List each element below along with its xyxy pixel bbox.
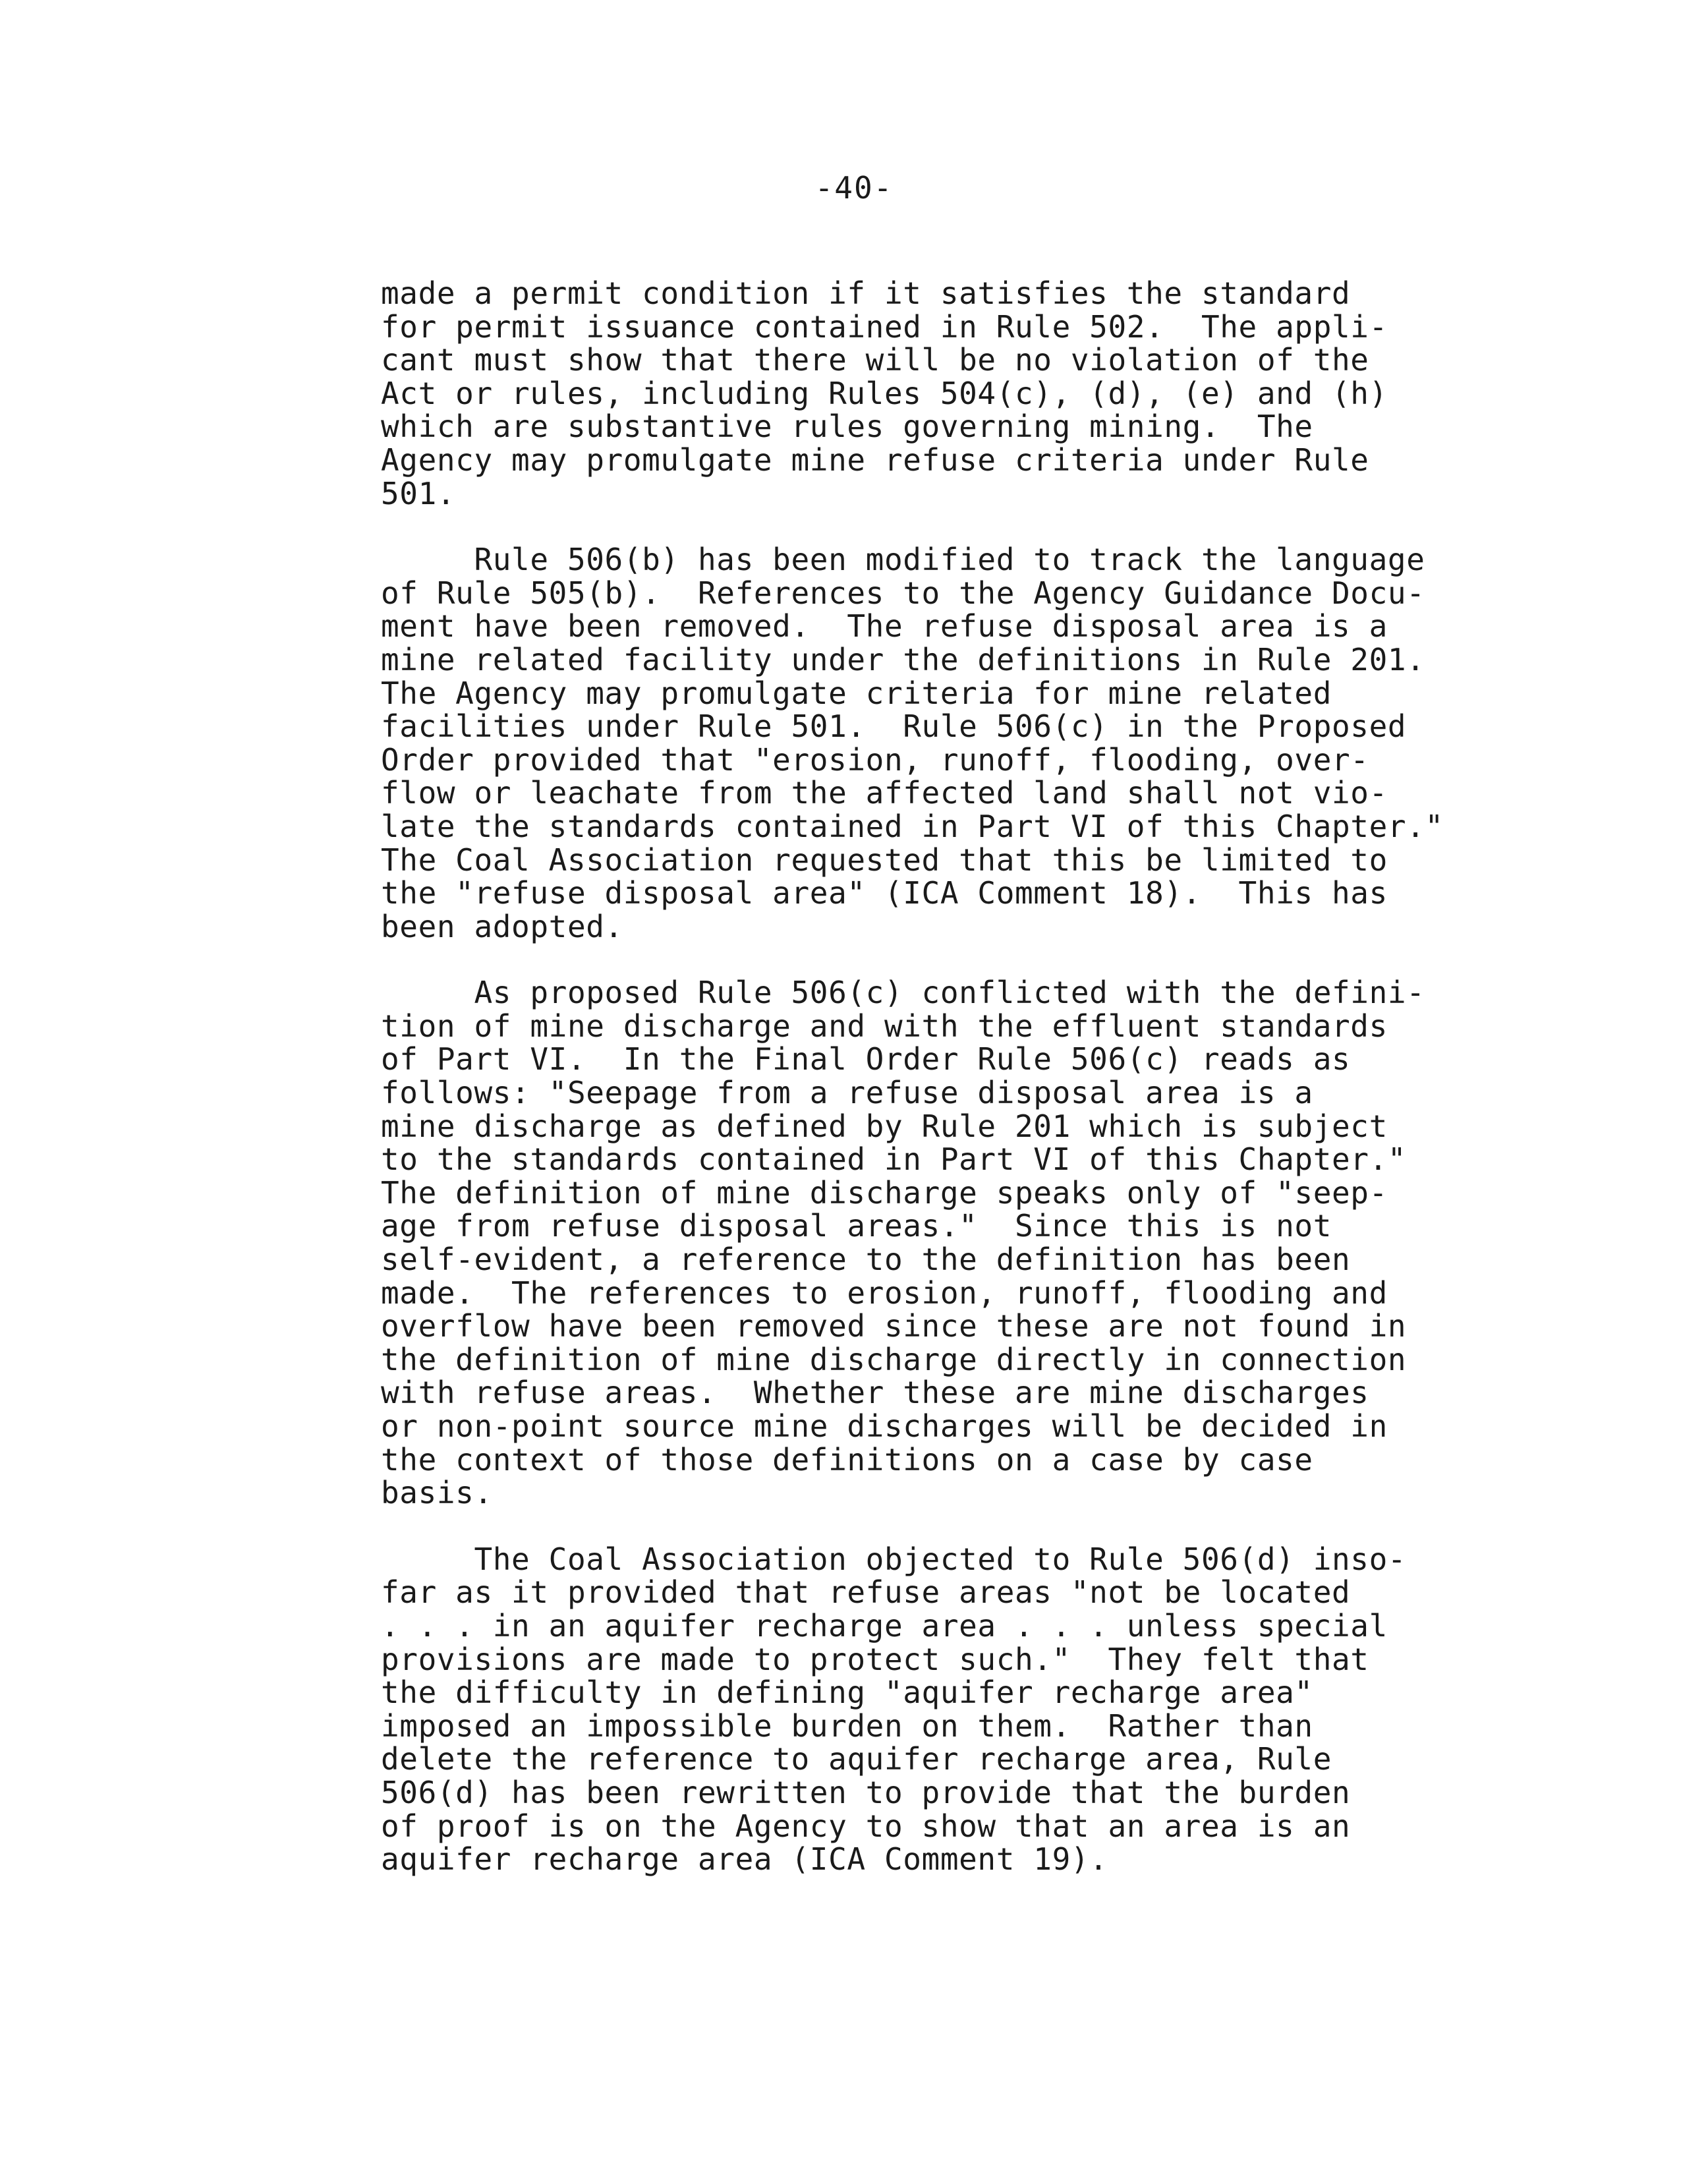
paragraph-2 (381, 543, 1521, 943)
text-line: facilities under Rule 501. Rule 506(c) in the Proposed (381, 708, 1407, 745)
text-line: made a permit condition if it satisfies the standard (381, 275, 1351, 311)
text-line: 506(d) has been rewritten to provide that the burden (381, 1774, 1351, 1810)
paragraph-3 (381, 976, 1521, 1510)
text-line: cant must show that there will be no violation of the (381, 342, 1369, 378)
text-line: flow or leachate from the affected land shall not vio- (381, 775, 1388, 811)
text-line: basis. (381, 1475, 493, 1511)
text-line: imposed an impossible burden on them. Rather than (381, 1708, 1313, 1744)
paragraph-4 (381, 1543, 1521, 1876)
text-line: of Part VI. In the Final Order Rule 506(c) reads as (381, 1041, 1351, 1078)
text-line: Rule 506(b) has been modified to track the language (381, 542, 1425, 578)
text-line: the "refuse disposal area" (ICA Comment 18). This has (381, 875, 1388, 911)
text-line: self-evident, a reference to the definition has been (381, 1242, 1351, 1278)
text-line: of proof is on the Agency to show that an area is an (381, 1808, 1351, 1844)
text-line: Order provided that "erosion, runoff, flooding, over- (381, 741, 1369, 778)
text-line: the difficulty in defining "aquifer recharge area" (381, 1675, 1313, 1711)
text-line: . . . in an aquifer recharge area . . . unless special (381, 1607, 1388, 1644)
text-line: made. The references to erosion, runoff, flooding and (381, 1275, 1388, 1311)
text-line: The definition of mine discharge speaks only of "seep- (381, 1174, 1388, 1211)
document-body (381, 277, 1521, 1909)
text-line: for permit issuance contained in Rule 502. The appli- (381, 308, 1388, 345)
text-line: The Coal Association requested that this be limited to (381, 842, 1388, 878)
text-line: age from refuse disposal areas." Since this is not (381, 1208, 1332, 1244)
text-line: The Agency may promulgate criteria for mine related (381, 675, 1332, 711)
text-line: Act or rules, including Rules 504(c), (d), (e) and (h) (381, 375, 1388, 411)
text-line: provisions are made to protect such." They felt that (381, 1641, 1369, 1677)
text-line: which are substantive rules governing mining. The (381, 409, 1313, 445)
page-number: -40- (814, 170, 894, 206)
text-line: the definition of mine discharge directly in connection (381, 1341, 1407, 1377)
text-line: of Rule 505(b). References to the Agency Guidance Docu- (381, 575, 1425, 611)
text-line: 501. (381, 475, 456, 511)
text-line: As proposed Rule 506(c) conflicted with the defini- (381, 975, 1425, 1011)
text-line: tion of mine discharge and with the effluent standards (381, 1008, 1388, 1044)
text-line: the context of those definitions on a case by case (381, 1441, 1313, 1478)
paragraph-1 (381, 277, 1521, 510)
text-line: delete the reference to aquifer recharge area, Rule (381, 1741, 1332, 1777)
text-line: to the standards contained in Part VI of this Chapter." (381, 1141, 1407, 1178)
text-line: follows: "Seepage from a refuse disposal area is a (381, 1075, 1313, 1111)
text-line: been adopted. (381, 908, 623, 944)
text-line: or non-point source mine discharges will be decided in (381, 1408, 1388, 1444)
text-line: overflow have been removed since these are not found in (381, 1308, 1407, 1344)
text-line: The Coal Association objected to Rule 506(d) inso- (381, 1541, 1407, 1577)
text-line: with refuse areas. Whether these are mine discharges (381, 1375, 1369, 1411)
text-line: ment have been removed. The refuse disposal area is a (381, 608, 1388, 645)
text-line: Agency may promulgate mine refuse criteria under Rule (381, 442, 1369, 478)
text-line: far as it provided that refuse areas "not be located (381, 1574, 1351, 1611)
text-line: late the standards contained in Part VI of this Chapter." (381, 808, 1444, 844)
text-line: mine related facility under the definitions in Rule 201. (381, 641, 1425, 677)
text-line: mine discharge as defined by Rule 201 which is subject (381, 1108, 1388, 1144)
text-line: aquifer recharge area (ICA Comment 19). (381, 1841, 1108, 1878)
